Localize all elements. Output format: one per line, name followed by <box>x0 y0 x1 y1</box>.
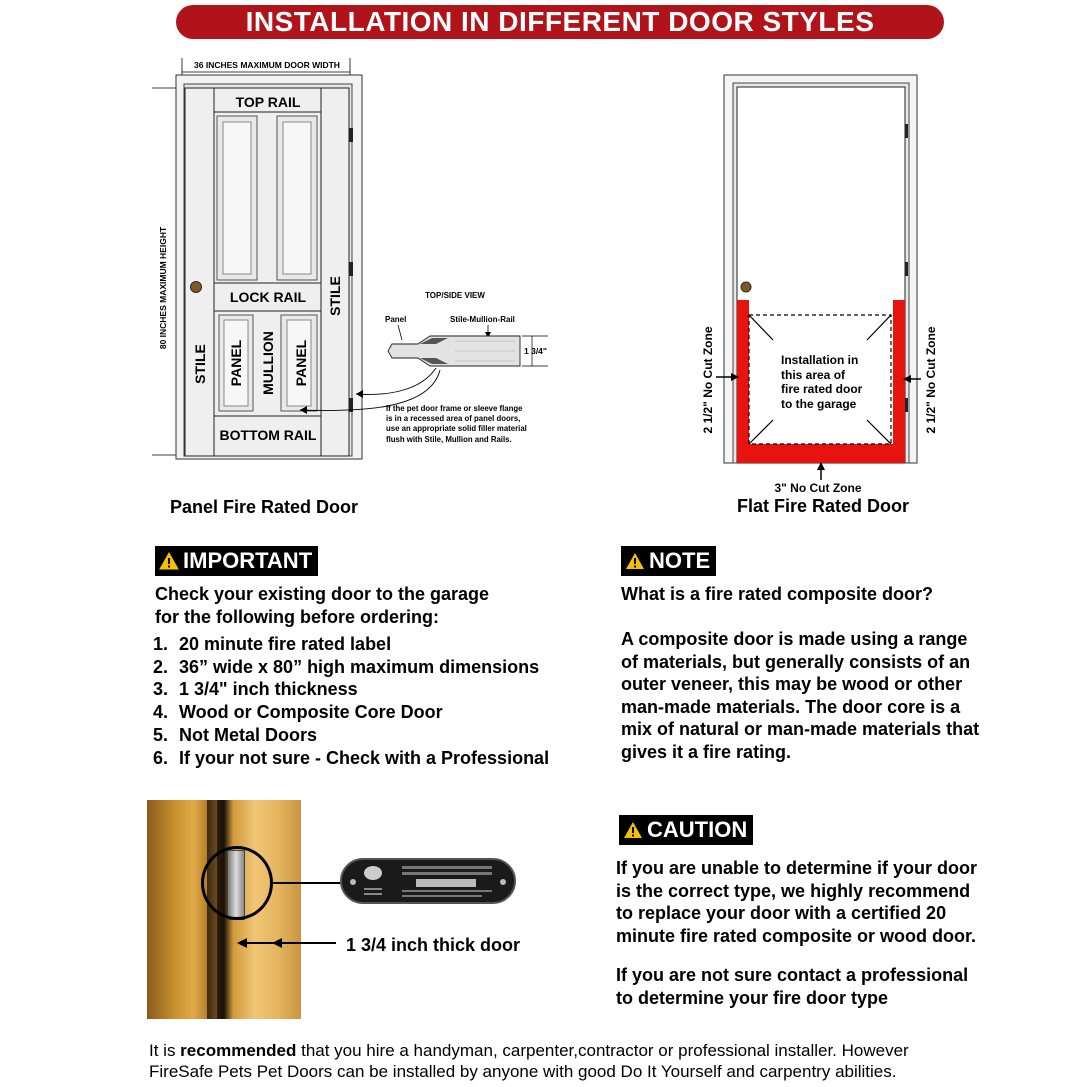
install-area-line-2: this area of <box>781 368 846 382</box>
panel-left-label: PANEL <box>228 339 244 387</box>
stile-left-label: STILE <box>192 344 208 384</box>
left-zone-label: 2 1/2" No Cut Zone <box>701 326 715 434</box>
requirements-list <box>153 633 549 769</box>
section-note-line-3: use an appropriate solid filler material <box>386 424 527 433</box>
warning-icon <box>623 821 643 839</box>
section-note-line-2: is in a recessed area of panel doors, <box>386 414 521 423</box>
flat-door-caption: Flat Fire Rated Door <box>737 496 910 516</box>
section-panel-label: Panel <box>385 315 407 324</box>
flat-door-knob-icon <box>741 282 751 292</box>
note-tag <box>621 546 716 576</box>
list-item: 1. 20 minute fire rated label <box>153 634 392 654</box>
right-zone-label: 2 1/2" No Cut Zone <box>924 326 938 434</box>
important-intro <box>155 583 489 628</box>
section-note-line-1: If the pet door frame or sleeve flange <box>386 404 523 413</box>
footer-line-1: It is recommended that you hire a handyman, carpenter,contractor or professional installer. However <box>149 1041 909 1060</box>
panel-door-caption: Panel Fire Rated Door <box>170 497 359 517</box>
door-knob-icon <box>191 282 202 293</box>
section-thickness-label: 1 3/4" <box>524 346 547 356</box>
section-view-title: TOP/SIDE VIEW <box>425 291 485 300</box>
section-view-diagram <box>380 288 560 448</box>
flat-door-diagram <box>695 70 955 500</box>
fire-rating-label-plate <box>340 858 516 904</box>
important-intro-line-1: Check your existing door to the garage <box>155 584 490 604</box>
bottom-no-cut-zone <box>737 444 905 463</box>
important-tag-label: IMPORTANT <box>183 548 313 573</box>
section-smr-label: Stile-Mullion-Rail <box>450 315 515 324</box>
section-note-line-4: flush with Stile, Mullion and Rails. <box>386 435 512 444</box>
bottom-zone-label: 3" No Cut Zone <box>774 481 862 495</box>
page-title-banner: INSTALLATION IN DIFFERENT DOOR STYLES <box>176 5 944 39</box>
install-area-line-3: fire rated door <box>781 382 863 396</box>
height-dimension-label: 80 INCHES MAXIMUM HEIGHT <box>158 226 168 350</box>
arrow-icon <box>236 936 286 950</box>
left-no-cut-zone <box>737 300 749 463</box>
right-no-cut-zone <box>893 300 905 463</box>
important-tag <box>155 546 318 576</box>
list-item: 3. 1 3/4" inch thickness <box>153 679 358 700</box>
list-item: 5. Not Metal Doors <box>153 724 318 745</box>
footer-line-2: FireSafe Pets Pet Doors can be installed by anyone with good Do It Yourself and carpentry abilities. <box>149 1062 897 1081</box>
highlight-circle <box>201 846 273 920</box>
warning-icon <box>625 552 645 570</box>
caution-paragraph-2: If you are not sure contact a professional to determine your fire door type <box>616 965 969 1008</box>
stile-right-label: STILE <box>327 276 343 316</box>
width-dimension-label: 36 INCHES MAXIMUM DOOR WIDTH <box>194 60 340 70</box>
important-intro-line-2: for the following before ordering: <box>155 606 439 627</box>
thick-door-label: 1 3/4 inch thick door <box>346 935 521 955</box>
caution-tag <box>619 815 753 845</box>
mullion-label: MULLION <box>260 331 276 395</box>
list-item: 4. Wood or Composite Core Door <box>153 702 443 723</box>
warning-icon <box>159 552 179 570</box>
install-area-line-1: Installation in <box>781 353 859 367</box>
install-area-line-4: to the garage <box>781 397 857 411</box>
list-item: 6. If your not sure - Check with a Professional <box>153 747 550 768</box>
bottom-rail-label: BOTTOM RAIL <box>219 427 317 443</box>
lock-rail-label: LOCK RAIL <box>229 289 307 305</box>
footer-text <box>149 1040 909 1082</box>
list-item: 2. 36” wide x 80” high maximum dimensions <box>153 656 540 677</box>
panel-right-label: PANEL <box>293 339 309 387</box>
note-answer: A composite door is made using a range of materials, but generally consists of an outer veneer, this may be wood or other man-made materials. The door core is a mix of natural or man-made materials that gives it a fire rating. <box>621 629 980 762</box>
top-rail-label: TOP RAIL <box>235 94 301 110</box>
caution-paragraph-1: If you are unable to determine if your door is the correct type, we highly recommend to replace your door with a certified 20 minute fire rated composite or wood door. <box>616 858 978 946</box>
caution-tag-label: CAUTION <box>647 817 748 842</box>
note-tag-label: NOTE <box>649 548 711 573</box>
note-question: What is a fire rated composite door? <box>621 584 934 604</box>
